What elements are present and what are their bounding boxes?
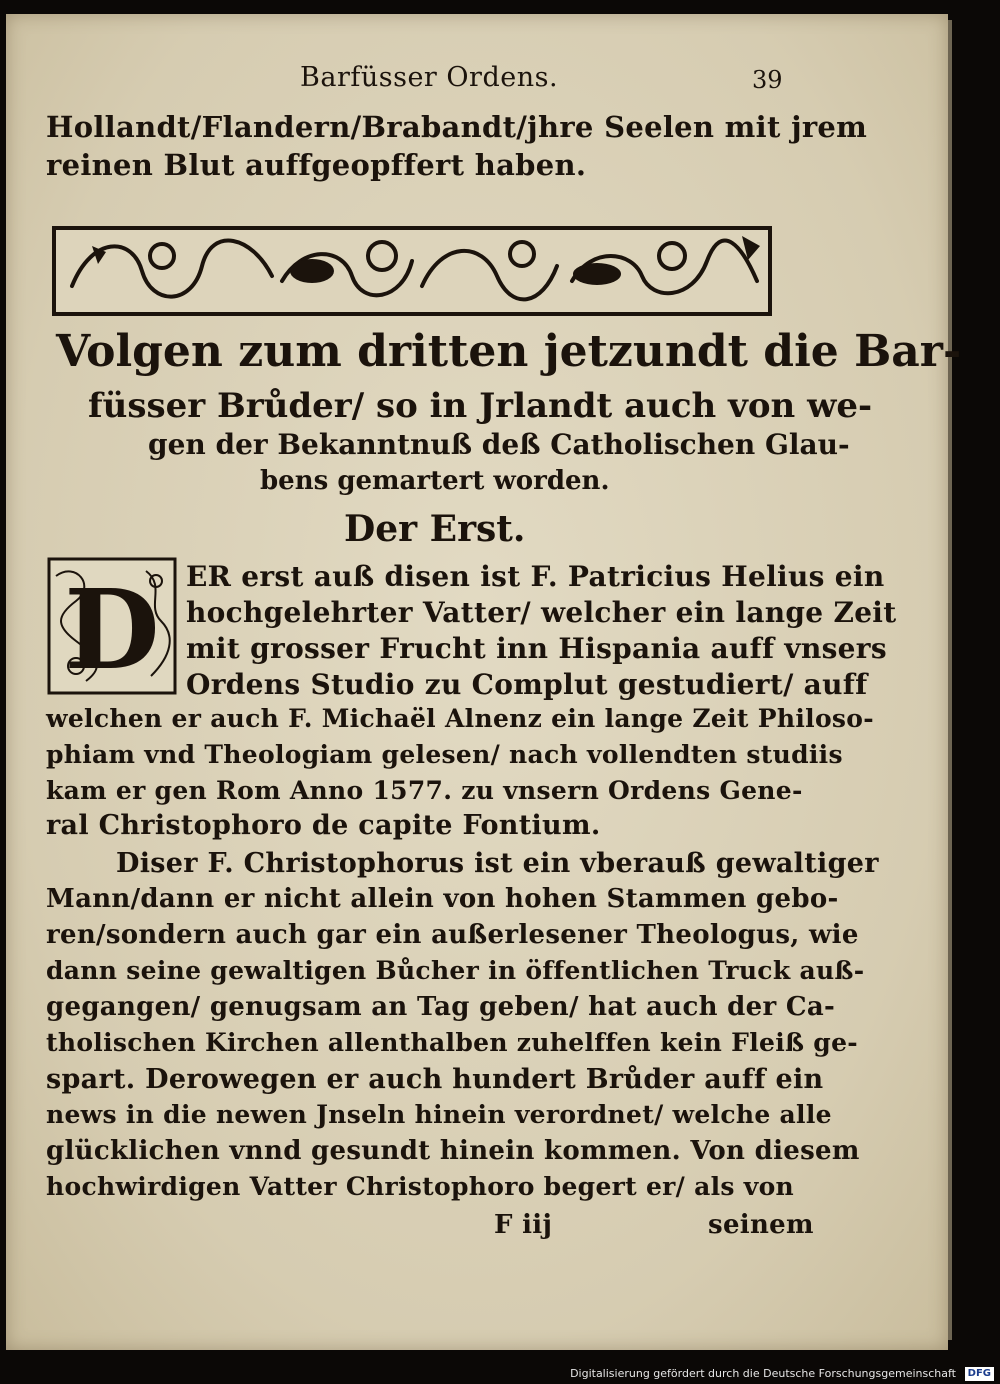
heading-line-4: bens gemartert worden. (260, 466, 610, 496)
heading-line-1: Volgen zum dritten jetzundt die Bar- (56, 326, 962, 377)
heading-line-2: füsser Brůder/ so in Jrlandt auch von we- (88, 386, 873, 426)
body-line-1: ER erst auß disen ist F. Patricius Helius ein (186, 560, 885, 593)
page-number: 39 (752, 66, 783, 94)
body-line-16: news in die newen Jnseln hinein verordnet/ welche alle (46, 1100, 832, 1129)
section-subheading: Der Erst. (344, 508, 526, 550)
body-line-4: Ordens Studio zu Complut gestudiert/ auff (186, 668, 868, 701)
digitization-credit: Digitalisierung gefördert durch die Deutsche Forschungsgemeinschaft (570, 1367, 956, 1380)
intro-line-1: Hollandt/Flandern/Brabandt/jhre Seelen mit jrem (46, 110, 868, 144)
body-line-15: spart. Derowegen er auch hundert Brůder auff ein (46, 1064, 824, 1095)
body-line-10: Mann/dann er nicht allein von hohen Stammen gebo- (46, 884, 839, 914)
body-line-14: tholischen Kirchen allenthalben zuhelffen kein Fleiß ge- (46, 1028, 858, 1057)
decorative-ornament-band (52, 226, 772, 316)
body-line-12: dann seine gewaltigen Bůcher in öffentlichen Truck auß- (46, 956, 865, 985)
body-line-5: welchen er auch F. Michaël Alnenz ein lange Zeit Philoso- (46, 704, 874, 733)
body-line-13: gegangen/ genugsam an Tag geben/ hat auch der Ca- (46, 992, 836, 1022)
running-head: Barfüsser Ordens. (300, 62, 559, 93)
body-line-8: ral Christophoro de capite Fontium. (46, 810, 601, 841)
signature-mark: F iij (494, 1210, 553, 1240)
body-line-2: hochgelehrter Vatter/ welcher ein lange Zeit (186, 596, 897, 629)
body-line-11: ren/sondern auch gar ein außerlesener Theologus, wie (46, 920, 859, 950)
catchword: seinem (708, 1210, 814, 1240)
body-line-3: mit grosser Frucht inn Hispania auff vnsers (186, 632, 887, 665)
intro-line-2: reinen Blut auffgeopffert haben. (46, 148, 587, 182)
decorated-initial (46, 556, 178, 696)
dfg-logo: DFG (965, 1367, 994, 1381)
body-line-6: phiam vnd Theologiam gelesen/ nach vollendten studiis (46, 740, 843, 769)
body-line-7: kam er gen Rom Anno 1577. zu vnsern Ordens Gene- (46, 776, 803, 805)
heading-line-3: gen der Bekanntnuß deß Catholischen Glau- (148, 428, 850, 461)
body-line-18: hochwirdigen Vatter Christophoro begert er/ als von (46, 1172, 795, 1201)
svg-text:D: D (64, 565, 160, 694)
body-line-9: Diser F. Christophorus ist ein vberauß gewaltiger (116, 848, 879, 879)
body-line-17: glücklichen vnnd gesundt hinein kommen. Von diesem (46, 1136, 860, 1166)
page-edge (948, 20, 952, 1340)
